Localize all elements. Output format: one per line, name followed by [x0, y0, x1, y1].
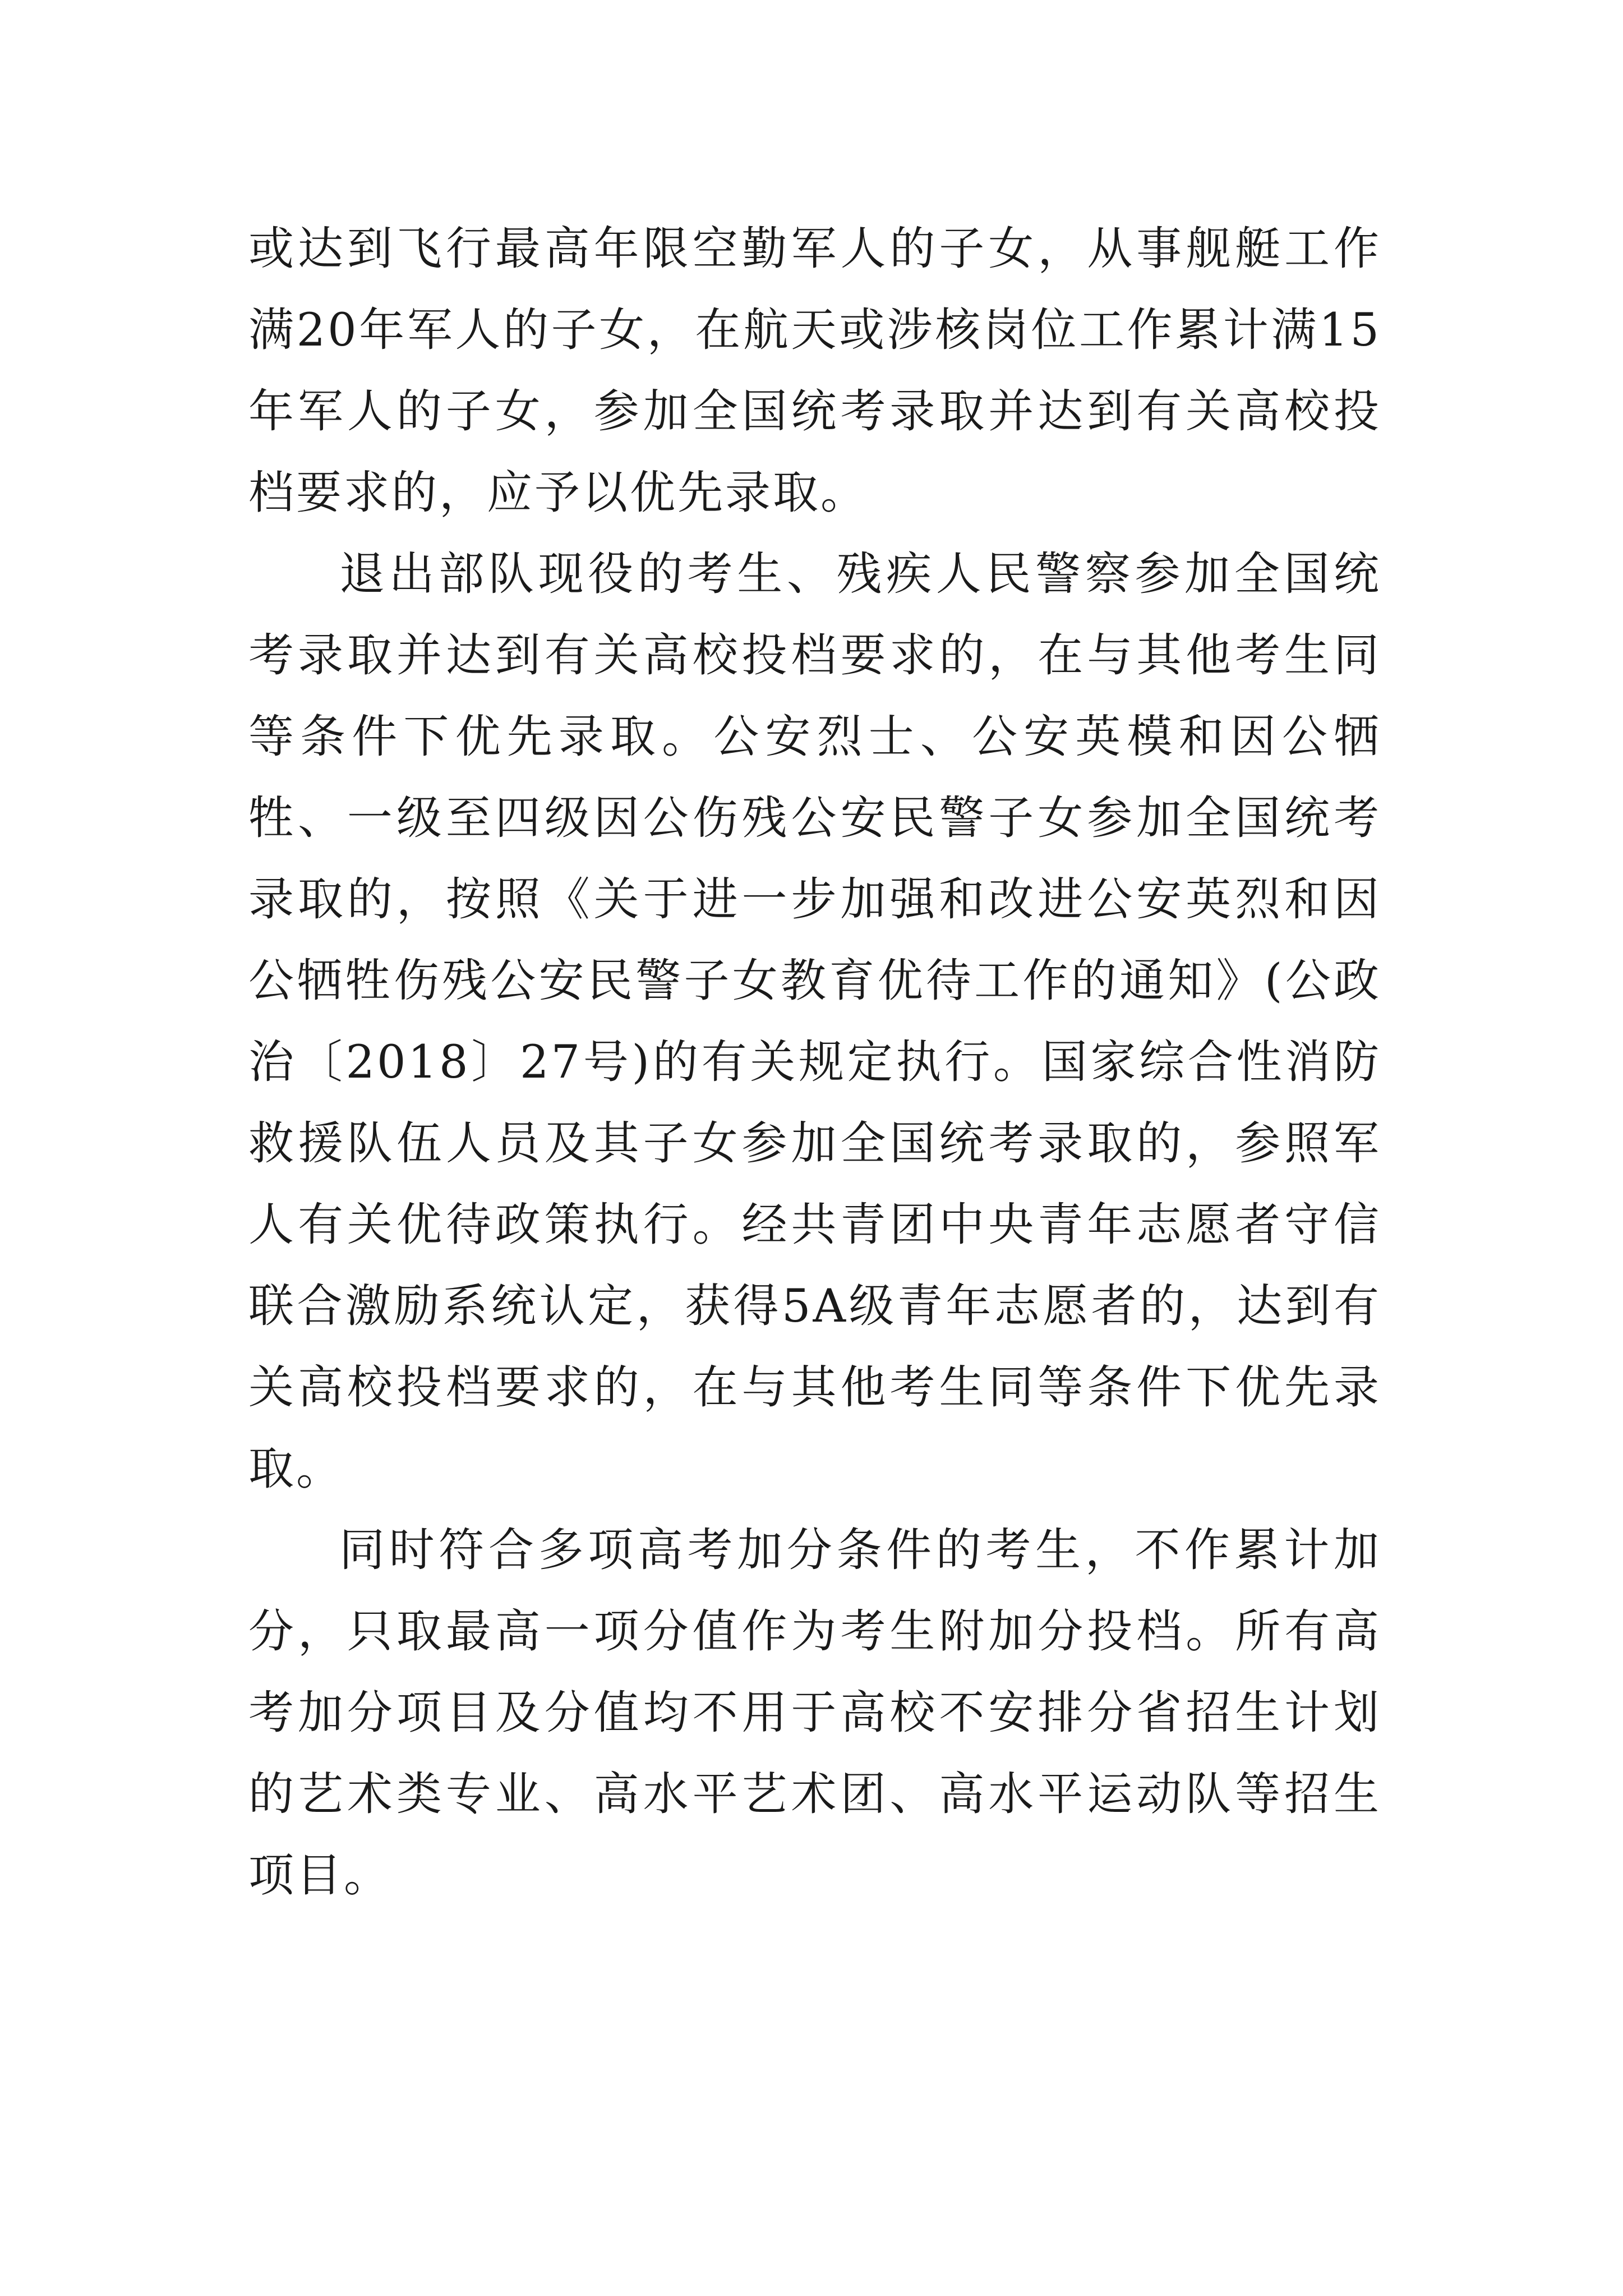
- document-body: [248, 209, 1381, 1917]
- paragraph-priority-admission: 退出部队现役的考生、残疾人民警察参加全国统考录取并达到有关高校投档要求的，在与其他考生同等条件下优先录取。公安烈士、公安英模和因公牺牲、一级至四级因公伤残公安民警子女参加全国统考录取的，按照《关于进一步加强和改进公安英烈和因公牺牲伤残公安民警子女教育优待工作的通知》(公政治〔2018〕27号)的有关规定执行。国家综合性消防救援队伍人员及其子女参加全国统考录取的，参照军人有关优待政策执行。经共青团中央青年志愿者守信联合激励系统认定，获得5A级青年志愿者的，达到有关高校投档要求的，在与其他考生同等条件下优先录取。: [248, 548, 1381, 1496]
- paragraph-continuation: 或达到飞行最高年限空勤军人的子女，从事舰艇工作满20年军人的子女，在航天或涉核岗位工作累计满15年军人的子女，参加全国统考录取并达到有关高校投档要求的，应予以优先录取。: [248, 223, 1381, 519]
- paragraph-bonus-points: 同时符合多项高考加分条件的考生，不作累计加分，只取最高一项分值作为考生附加分投档。所有高考加分项目及分值均不用于高校不安排分省招生计划的艺术类专业、高水平艺术团、高水平运动队等招生项目。: [248, 1524, 1381, 1902]
